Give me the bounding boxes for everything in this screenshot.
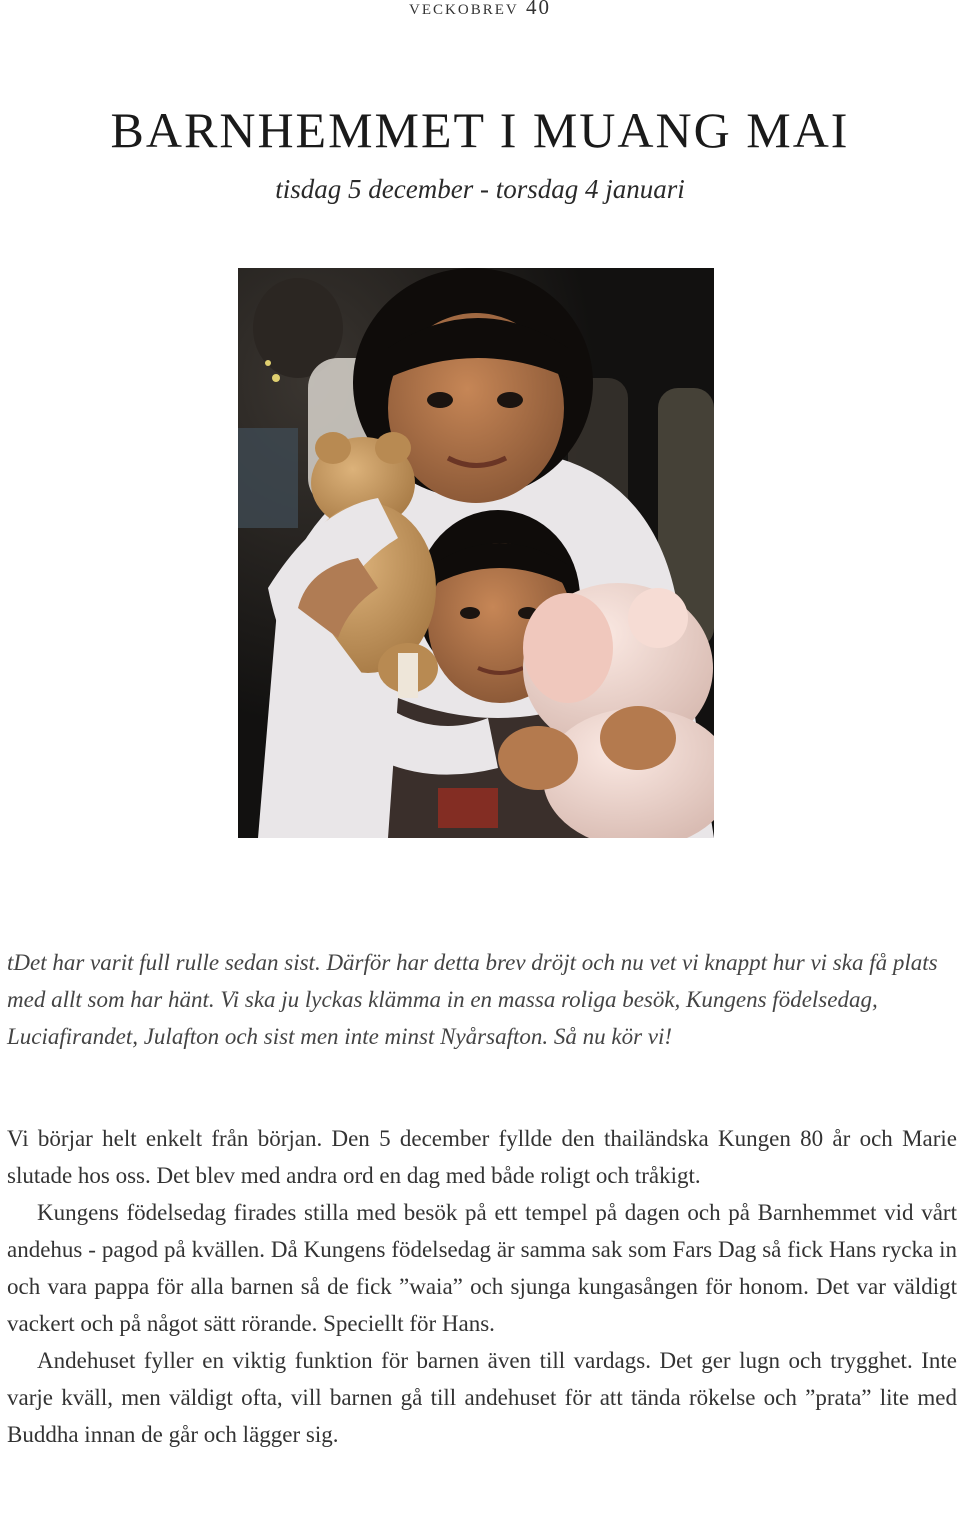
date-range: tisdag 5 december - torsdag 4 januari xyxy=(275,174,685,204)
photo-children-with-stuffed-toys xyxy=(238,268,714,838)
page-title: BARNHEMMET I MUANG MAI xyxy=(110,102,850,158)
body-paragraph-3: Andehuset fyller en viktig funktion för barnen även till vardags. Det ger lugn och trygghet. Inte varje kväll, men väldigt ofta, vill barnen gå till andehuset för att tända rökelse och ”prata” lite med Buddha innan de går och lägger sig. xyxy=(7,1348,957,1447)
article-body xyxy=(7,1120,957,1453)
intro-paragraph: tDet har varit full rulle sedan sist. Därför har detta brev dröjt och nu vet vi knappt hur vi ska få plats med allt som har hänt. Vi ska ju lyckas klämma in en massa roliga besök, Kungens födelsedag, Luciafirandet, Julafton och sist men inte minst Nyårsafton. Så nu kör vi! xyxy=(7,950,938,1049)
photo-illustration xyxy=(238,268,714,838)
running-head: veckobrev 40 xyxy=(409,0,551,19)
body-paragraph-1: Vi börjar helt enkelt från början. Den 5 december fyllde den thailändska Kungen 80 år och Marie slutade hos oss. Det blev med andra ord en dag med både roligt och tråkigt. xyxy=(7,1126,957,1188)
body-paragraph-2: Kungens födelsedag firades stilla med besök på ett tempel på dagen och på Barnhemmet vid vårt andehus - pagod på kvällen. Då Kungens födelsedag är samma sak som Fars Dag så fick Hans rycka in och vara pappa för alla barnen så de fick ”waia” och sjunga kungasången för honom. Det var väldigt vackert och på något sätt rörande. Speciellt för Hans. xyxy=(7,1200,957,1336)
